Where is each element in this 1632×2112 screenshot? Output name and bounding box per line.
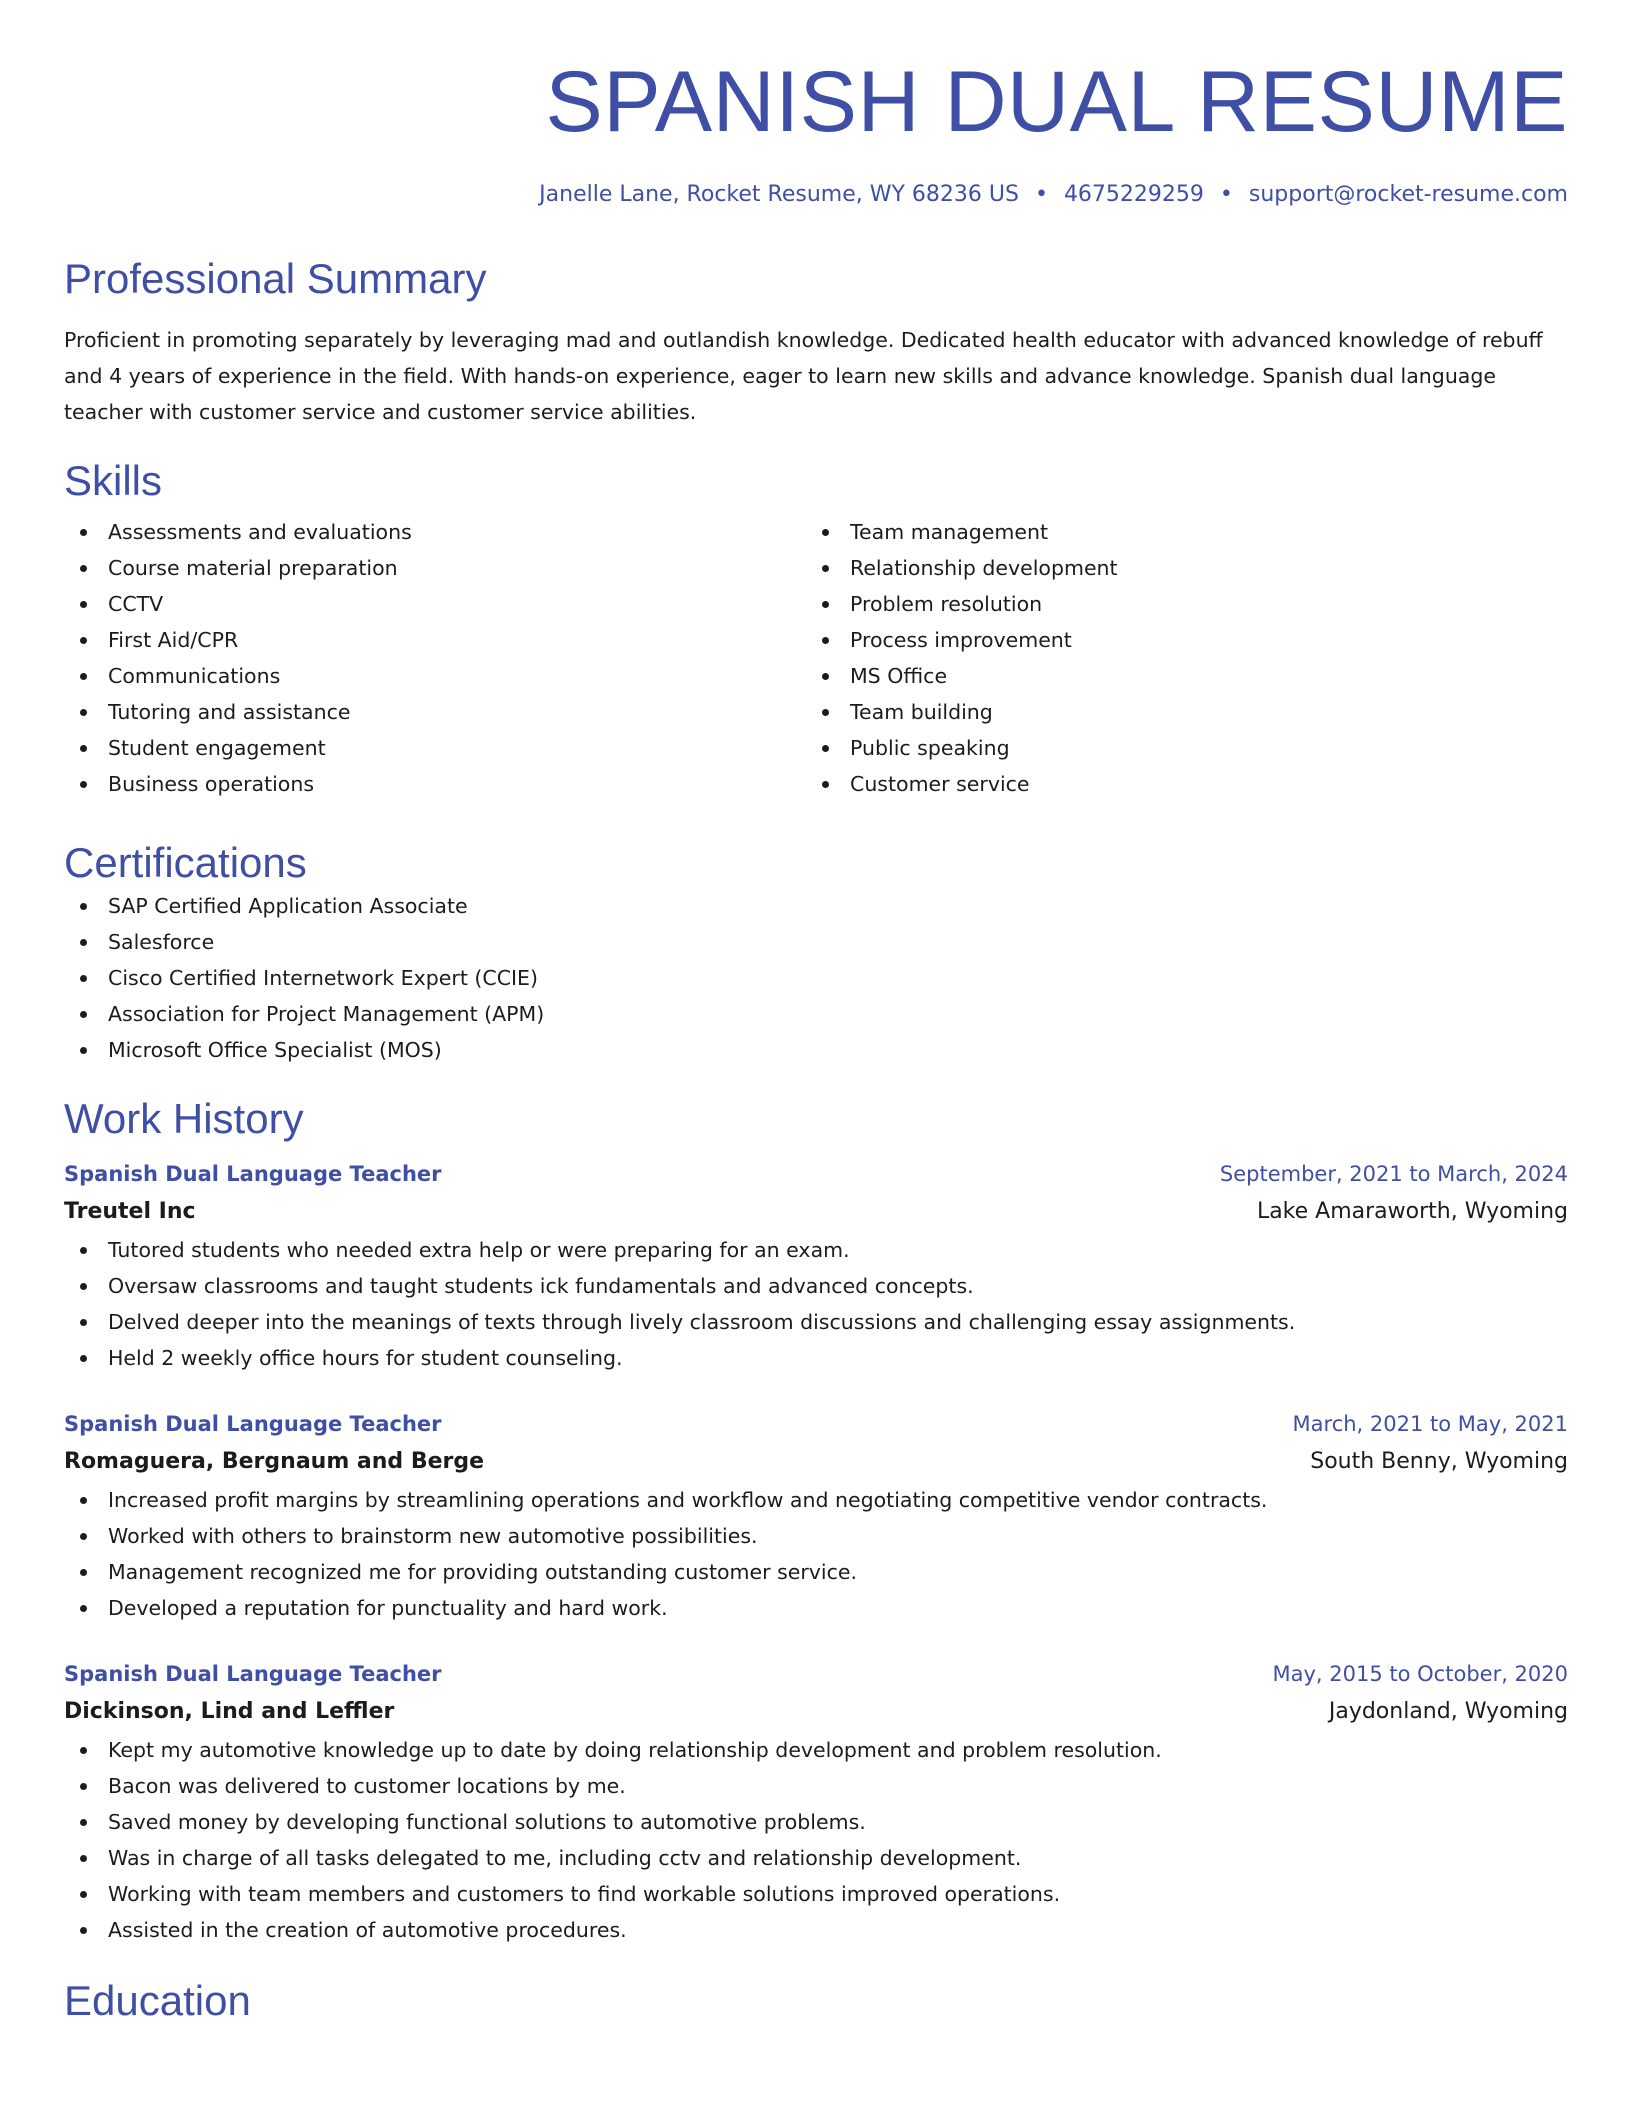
job-duty: Was in charge of all tasks delegated to me, including cctv and relationship development. [64, 1840, 1568, 1876]
certification-item: Association for Project Management (APM) [64, 996, 1568, 1032]
resume-page [64, 0, 1568, 2026]
skills-columns [64, 514, 1568, 802]
certifications-list [64, 888, 1568, 1068]
skill-item: MS Office [806, 658, 1548, 694]
skill-item: Communications [64, 658, 806, 694]
job-company: Romaguera, Bergnaum and Berge [64, 1449, 485, 1474]
job-duty: Assisted in the creation of automotive procedures. [64, 1912, 1568, 1948]
job-duty: Working with team members and customers to find workable solutions improved operations. [64, 1876, 1568, 1912]
job-duty: Developed a reputation for punctuality and hard work. [64, 1590, 1568, 1626]
job-duty: Tutored students who needed extra help or were preparing for an exam. [64, 1232, 1568, 1268]
contact-separator: • [1034, 182, 1048, 207]
skill-item: Student engagement [64, 730, 806, 766]
contact-phone: 4675229259 [1063, 182, 1204, 207]
resume-title: SPANISH DUAL RESUME [545, 54, 1568, 150]
certification-item: Salesforce [64, 924, 1568, 960]
job-duty: Kept my automotive knowledge up to date by doing relationship development and problem resolution. [64, 1732, 1568, 1768]
certification-item: Microsoft Office Specialist (MOS) [64, 1032, 1568, 1068]
job-entry [64, 1156, 1568, 1376]
skills-list-left [64, 514, 806, 802]
work-history-heading: Work History [64, 1095, 304, 1142]
job-duty: Management recognized me for providing outstanding customer service. [64, 1554, 1568, 1590]
job-company: Dickinson, Lind and Leffler [64, 1699, 395, 1724]
skill-item: First Aid/CPR [64, 622, 806, 658]
skills-column-right [806, 514, 1548, 802]
certifications-heading: Certifications [64, 839, 307, 886]
job-title-row [64, 1406, 1568, 1442]
job-duty: Delved deeper into the meanings of texts through lively classroom discussions and challenging essay assignments. [64, 1304, 1568, 1340]
job-entry [64, 1656, 1568, 1948]
job-company-row [64, 1442, 1568, 1482]
job-duty: Held 2 weekly office hours for student counseling. [64, 1340, 1568, 1376]
education-heading: Education [64, 1977, 251, 2024]
skill-item: Course material preparation [64, 550, 806, 586]
job-duty: Oversaw classrooms and taught students ick fundamentals and advanced concepts. [64, 1268, 1568, 1304]
job-dates: May, 2015 to October, 2020 [1272, 1662, 1568, 1686]
contact-email[interactable]: support@rocket-resume.com [1248, 182, 1568, 207]
skill-item: Public speaking [806, 730, 1548, 766]
job-duty: Increased profit margins by streamlining operations and workflow and negotiating competitive vendor contracts. [64, 1482, 1568, 1518]
job-duty: Worked with others to brainstorm new automotive possibilities. [64, 1518, 1568, 1554]
job-dates: September, 2021 to March, 2024 [1219, 1162, 1568, 1186]
skill-item: Business operations [64, 766, 806, 802]
contact-separator: • [1219, 182, 1233, 207]
job-company-row [64, 1192, 1568, 1232]
contact-line [64, 180, 1568, 210]
skill-item: Team building [806, 694, 1548, 730]
job-location: Lake Amaraworth, Wyoming [1256, 1199, 1568, 1224]
summary-text: Proficient in promoting separately by leveraging mad and outlandish knowledge. Dedicated health educator with advanced knowledge of rebuff and 4 years of experience in the field. With hands-on experience, eager to learn new skills and advance knowledge. Spanish dual language teacher with customer service and customer service abilities. [64, 328, 1543, 424]
skill-item: Customer service [806, 766, 1548, 802]
skills-column-left [64, 514, 806, 802]
skill-item: Tutoring and assistance [64, 694, 806, 730]
skill-item: Team management [806, 514, 1548, 550]
skill-item: Process improvement [806, 622, 1548, 658]
job-duties-list [64, 1732, 1568, 1948]
job-title-row [64, 1156, 1568, 1192]
job-duties-list [64, 1482, 1568, 1626]
job-location: Jaydonland, Wyoming [1328, 1699, 1568, 1724]
job-duty: Saved money by developing functional solutions to automotive problems. [64, 1804, 1568, 1840]
job-duties-list [64, 1232, 1568, 1376]
skills-heading: Skills [64, 457, 163, 504]
certification-item: SAP Certified Application Associate [64, 888, 1568, 924]
job-title-row [64, 1656, 1568, 1692]
job-company-row [64, 1692, 1568, 1732]
skill-item: Relationship development [806, 550, 1548, 586]
job-company: Treutel Inc [64, 1199, 196, 1224]
skill-item: Assessments and evaluations [64, 514, 806, 550]
job-title: Spanish Dual Language Teacher [64, 1662, 442, 1686]
summary-heading: Professional Summary [64, 255, 487, 302]
job-entry [64, 1406, 1568, 1626]
job-duty: Bacon was delivered to customer locations by me. [64, 1768, 1568, 1804]
skill-item: CCTV [64, 586, 806, 622]
contact-address: Janelle Lane, Rocket Resume, WY 68236 US [539, 182, 1019, 207]
job-title: Spanish Dual Language Teacher [64, 1162, 442, 1186]
skills-list-right [806, 514, 1548, 802]
job-title: Spanish Dual Language Teacher [64, 1412, 442, 1436]
skill-item: Problem resolution [806, 586, 1548, 622]
job-location: South Benny, Wyoming [1310, 1449, 1568, 1474]
job-dates: March, 2021 to May, 2021 [1292, 1412, 1568, 1436]
certification-item: Cisco Certified Internetwork Expert (CCIE) [64, 960, 1568, 996]
